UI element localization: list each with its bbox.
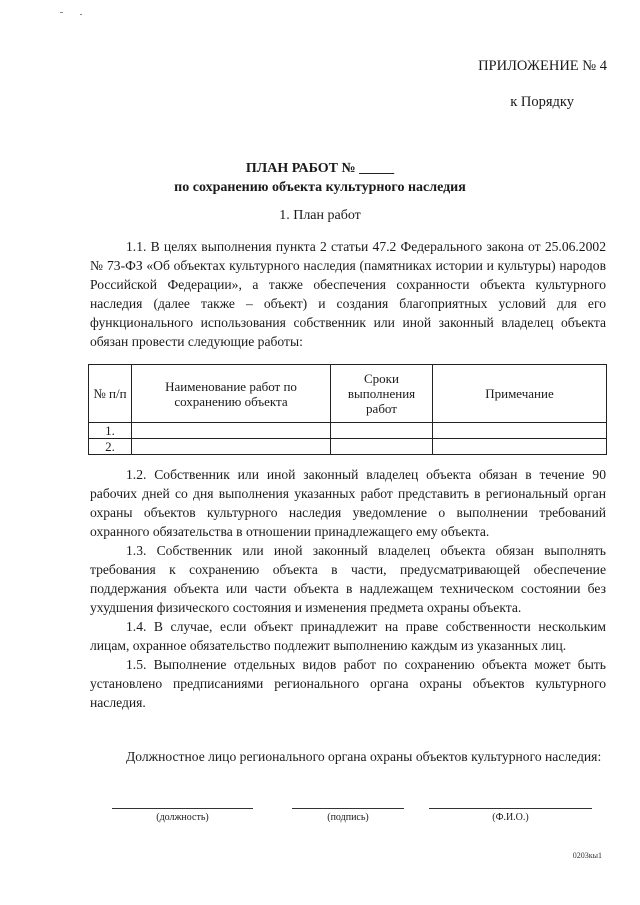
position-label: (должность)	[156, 812, 209, 823]
position-line	[112, 808, 253, 809]
scan-artifact	[60, 12, 63, 13]
table-row	[89, 439, 607, 455]
row-num: 1.	[89, 423, 132, 439]
footer-code: 0203кы1	[572, 851, 602, 860]
paragraph-1-4: 1.4. В случае, если объект принадлежит на праве собственности нескольким лицам, охранное обязательство подлежит выполнению каждым из указанных лиц.	[90, 619, 606, 653]
plan-title: ПЛАН РАБОТ № _____	[245, 161, 395, 176]
name-line	[429, 808, 592, 809]
header-name: Наименование работ по сохранению объекта	[132, 365, 331, 423]
signature-label: (подпись)	[327, 812, 369, 823]
paragraphs-block	[90, 465, 606, 712]
paragraph-1-1-text: 1.1. В целях выполнения пункта 2 статьи 47.2 Федерального закона от 25.06.2002 № 73-ФЗ «Об объектах культурного наследия (памятниках истории и культуры) народов Российской Федерации», а также обеспечения сохранности объекта культурного наследия (далее также – объект) и создания благоприятных условий для его функционального использования собственник или иной законный владелец объекта обязан провести следующие работы:	[90, 239, 606, 349]
to-order-label: к Порядку	[510, 94, 574, 110]
row-name	[132, 439, 331, 455]
paragraph-1-3: 1.3. Собственник или иной законный владелец объекта обязан выполнять требования к сохранению объекта в части, предусматривающей обеспечение поддержания объекта или части объекта в надлежащем техническом состоянии без ухудшения физического состояния и изменения предмета охраны объекта.	[90, 543, 606, 615]
row-note	[433, 439, 607, 455]
paragraph-1-5: 1.5. Выполнение отдельных видов работ по сохранению объекта может быть установлено предписаниями регионального органа охраны объектов культурного наследия.	[90, 657, 606, 710]
row-note	[433, 423, 607, 439]
official-text: Должностное лицо регионального органа охраны объектов культурного наследия:	[126, 749, 602, 764]
row-name	[132, 423, 331, 439]
section-title: 1. План работ	[279, 208, 361, 223]
table-row	[89, 423, 607, 439]
scan-artifact	[80, 14, 82, 15]
header-num: № п/п	[89, 365, 132, 423]
header-terms: Сроки выполнения работ	[331, 365, 433, 423]
official-block	[90, 747, 606, 766]
row-terms	[331, 439, 433, 455]
header-note: Примечание	[433, 365, 607, 423]
signature-line	[292, 808, 404, 809]
appendix-label: ПРИЛОЖЕНИЕ № 4	[478, 58, 607, 74]
row-num: 2.	[89, 439, 132, 455]
table-header-row	[89, 365, 607, 423]
row-terms	[331, 423, 433, 439]
works-table	[88, 364, 607, 455]
name-label: (Ф.И.О.)	[492, 812, 529, 823]
paragraph-1-1	[90, 237, 606, 351]
paragraph-1-2: 1.2. Собственник или иной законный владелец объекта обязан в течение 90 рабочих дней со дня выполнения указанных работ представить в региональный орган охраны объектов культурного наследия уведомление о выполнении требований охранного обязательства в отношении принадлежащего ему объекта.	[90, 467, 606, 539]
plan-subtitle: по сохранению объекта культурного наследия	[174, 180, 466, 195]
